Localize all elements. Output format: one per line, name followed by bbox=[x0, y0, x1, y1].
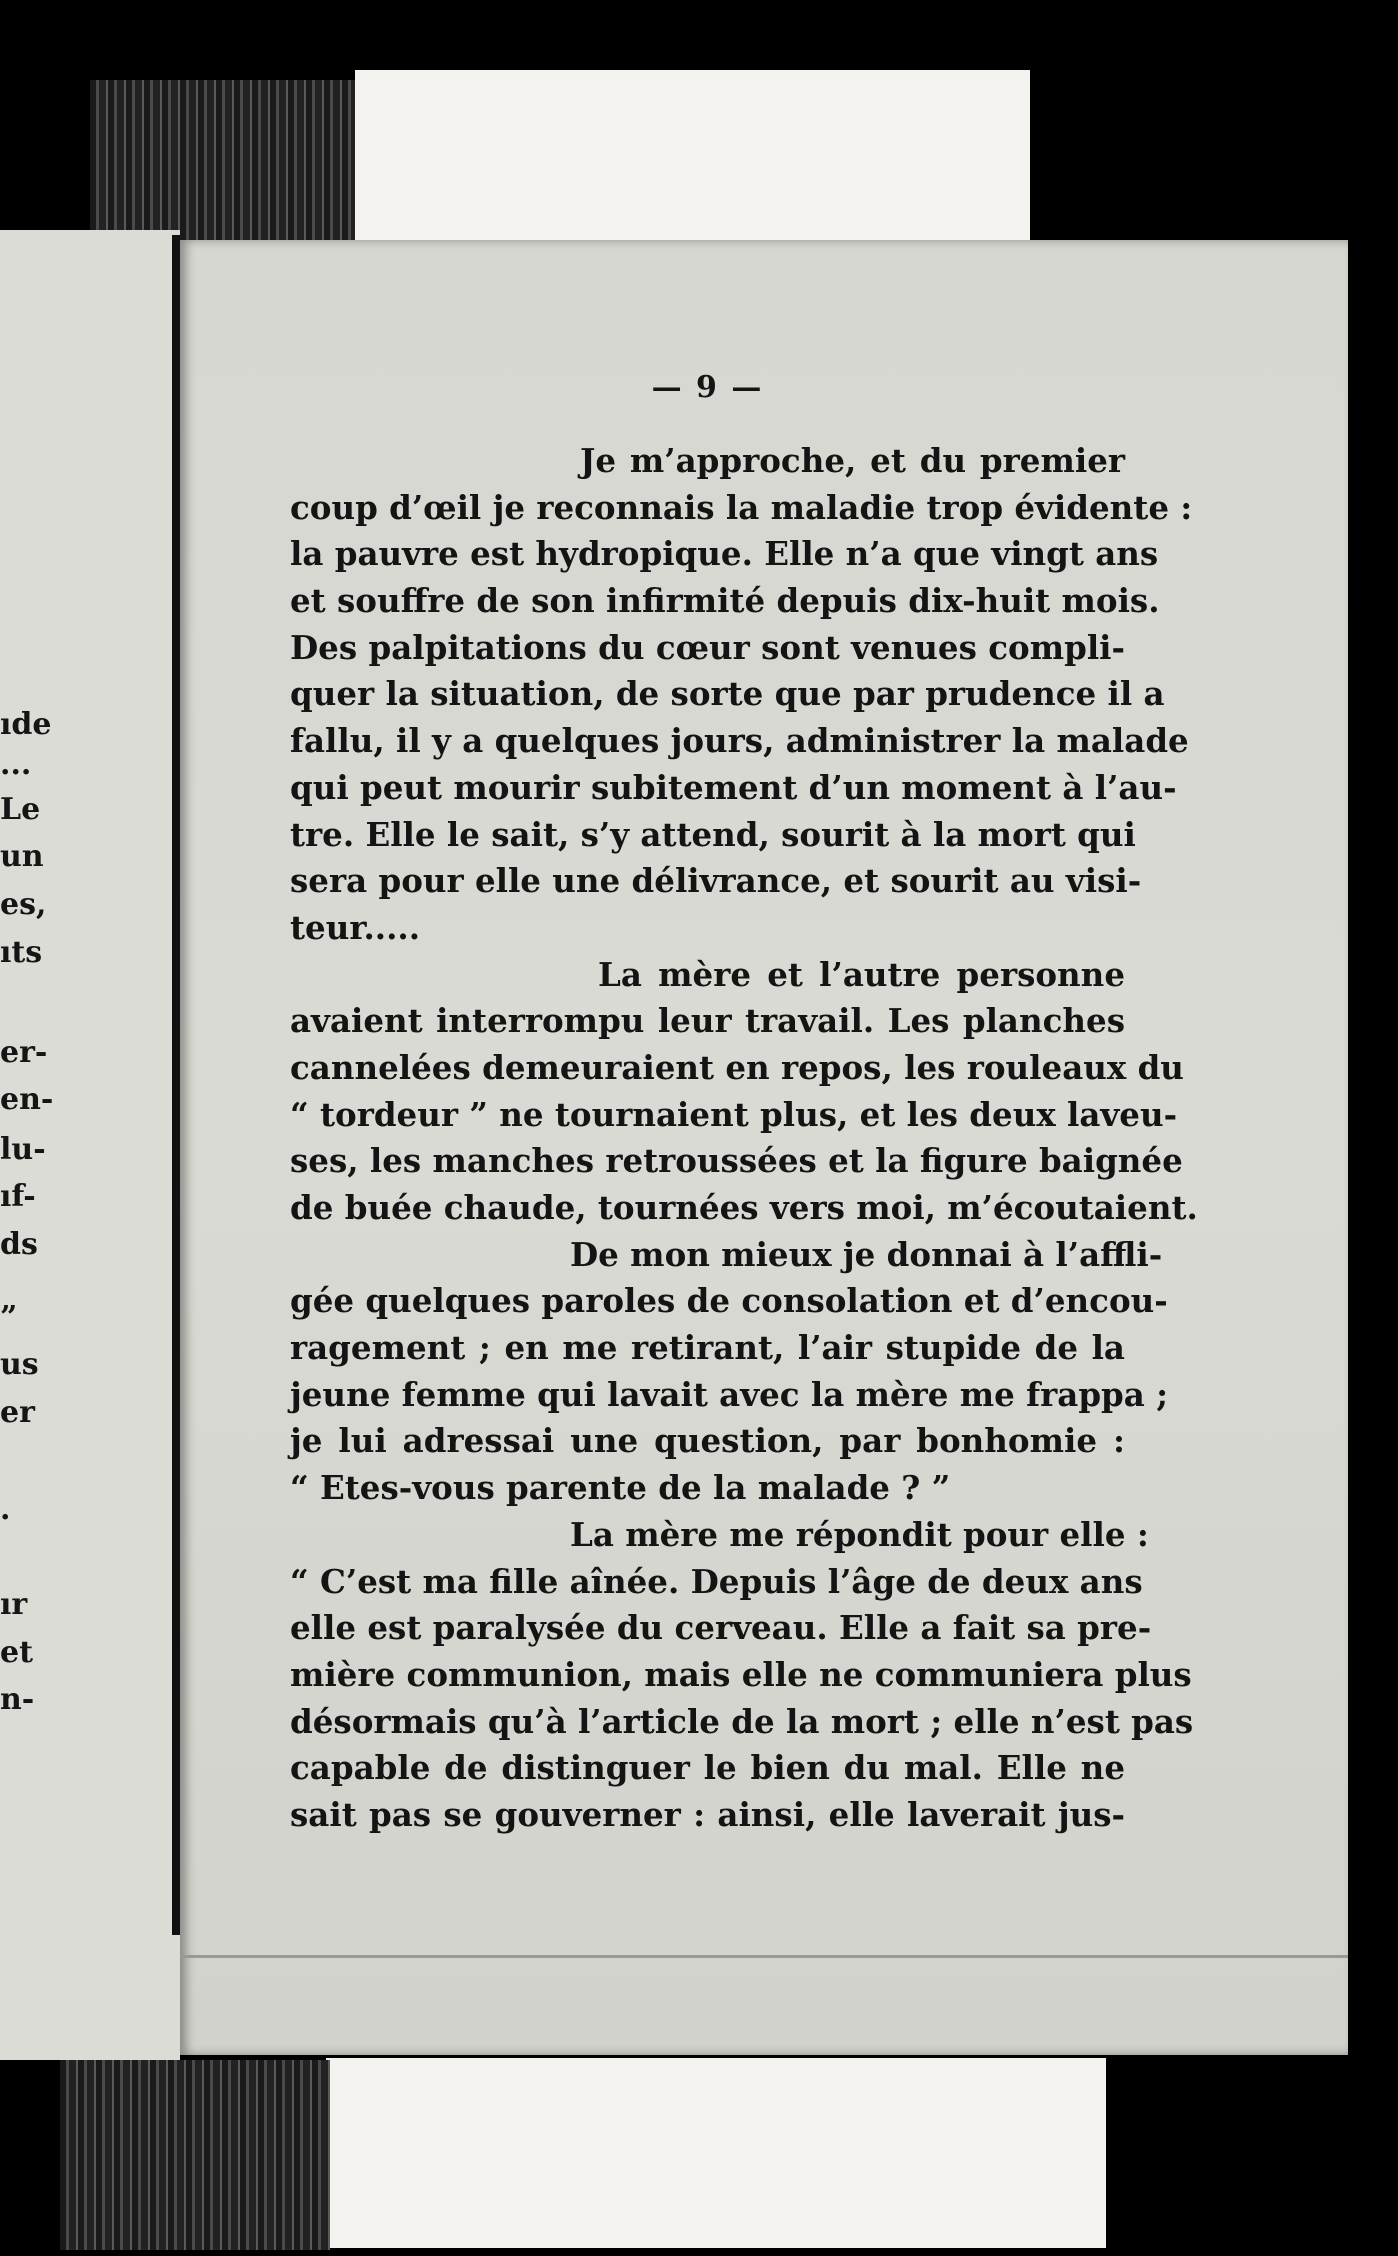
left-fragment: ıde bbox=[0, 707, 52, 742]
text-line: jeune femme qui lavait avec la mère me frappa ; bbox=[290, 1374, 1169, 1414]
text-line: “ Etes-vous parente de la malade ? ” bbox=[290, 1468, 951, 1508]
left-fragment: es, bbox=[0, 887, 47, 922]
text-line: gée quelques paroles de consolation et d’encou- bbox=[290, 1281, 1168, 1321]
text-line: désormais qu’à l’article de la mort ; elle n’est pas bbox=[290, 1701, 1194, 1741]
text-line: teur..... bbox=[290, 907, 421, 947]
left-fragment: un bbox=[0, 839, 44, 874]
left-fragment: ” bbox=[0, 1300, 18, 1335]
text-line: Des palpitations du cœur sont venues compli- bbox=[290, 627, 1125, 667]
text-line: et souffre de son infirmité depuis dix-huit mois. bbox=[290, 581, 1160, 621]
text-line: La mère me répondit pour elle : bbox=[570, 1514, 1149, 1554]
text-line: quer la situation, de sorte que par prudence il a bbox=[290, 674, 1165, 714]
cloth-binding-top bbox=[90, 80, 355, 240]
text-line: mière communion, mais elle ne communiera plus bbox=[290, 1654, 1192, 1694]
left-fragment: . bbox=[0, 1492, 11, 1527]
text-line: “ C’est ma fille aînée. Depuis l’âge de deux ans bbox=[290, 1561, 1143, 1601]
page-lower-edge bbox=[180, 1955, 1348, 1958]
text-line: qui peut mourir subitement d’un moment à l’au- bbox=[290, 767, 1177, 807]
left-fragment: er- bbox=[0, 1035, 48, 1070]
left-fragment: ıts bbox=[0, 935, 43, 970]
previous-page-fragment bbox=[0, 230, 180, 2060]
left-fragment: Le bbox=[0, 792, 41, 827]
text-line: fallu, il y a quelques jours, administrer la malade bbox=[290, 721, 1189, 761]
page-gutter bbox=[172, 235, 180, 1935]
left-fragment: er bbox=[0, 1395, 35, 1430]
left-fragment: en- bbox=[0, 1082, 54, 1117]
text-line: cannelées demeuraient en repos, les rouleaux du bbox=[290, 1047, 1184, 1087]
text-line: De mon mieux je donnai à l’affli- bbox=[570, 1234, 1163, 1274]
text-line: elle est paralysée du cerveau. Elle a fait sa pre- bbox=[290, 1608, 1152, 1648]
left-fragment: ds bbox=[0, 1227, 38, 1262]
text-line: la pauvre est hydropique. Elle n’a que vingt ans bbox=[290, 534, 1159, 574]
left-fragment: ... bbox=[0, 747, 32, 782]
left-fragment: et bbox=[0, 1635, 33, 1670]
left-fragment: ıf- bbox=[0, 1179, 36, 1214]
left-fragment: n- bbox=[0, 1682, 35, 1717]
text-line: Je m’approche, et du premier bbox=[580, 441, 1125, 480]
backing-card-bottom bbox=[326, 2058, 1106, 2248]
text-line: ragement ; en me retirant, l’air stupide de la bbox=[290, 1328, 1125, 1368]
backing-card-top bbox=[355, 70, 1030, 245]
text-line: sait pas se gouverner : ainsi, elle laverait jus- bbox=[290, 1794, 1125, 1834]
text-line: coup d’œil je reconnais la maladie trop évidente : bbox=[290, 487, 1193, 527]
text-line: de buée chaude, tournées vers moi, m’écoutaient. bbox=[290, 1188, 1198, 1227]
cloth-binding-bottom bbox=[60, 2060, 330, 2250]
text-line: sera pour elle une délivrance, et sourit au visi- bbox=[290, 861, 1142, 901]
text-line: capable de distinguer le bien du mal. Elle ne bbox=[290, 1748, 1125, 1788]
text-line: je lui adressai une question, par bonhomie : bbox=[290, 1421, 1125, 1461]
page-number: — 9 — bbox=[651, 370, 764, 405]
text-line: tre. Elle le sait, s’y attend, sourit à la mort qui bbox=[290, 814, 1136, 854]
left-fragment: us bbox=[0, 1347, 39, 1382]
left-fragment: ır bbox=[0, 1587, 28, 1622]
left-fragment: lu- bbox=[0, 1132, 46, 1167]
text-line: “ tordeur ” ne tournaient plus, et les deux laveu- bbox=[290, 1094, 1178, 1134]
body-text bbox=[290, 438, 1198, 1839]
text-line: ses, les manches retroussées et la figure baignée bbox=[290, 1141, 1183, 1181]
text-line: avaient interrompu leur travail. Les planches bbox=[290, 1001, 1125, 1041]
text-line: La mère et l’autre personne bbox=[598, 954, 1125, 994]
